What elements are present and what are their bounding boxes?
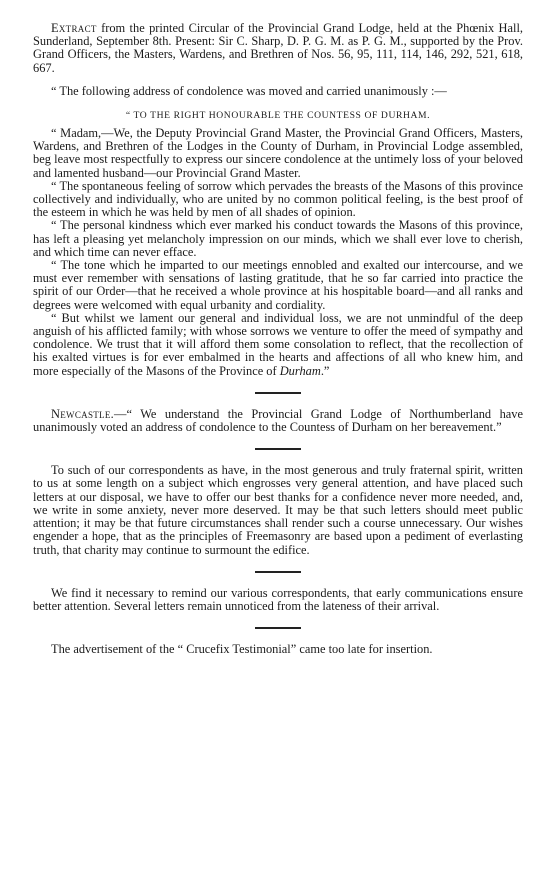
reminder-paragraph: We find it necessary to remind our various correspondents, that early communications ensure better attention. Several letters remain unnoticed from the lateness of their arrival. — [33, 585, 523, 613]
correspondents-paragraph: To such of our correspondents as have, in the most generous and truly fraternal spirit, written to us at some length on a subject which engrosses very general attention, and have placed such letters at our disposal, we have to offer our best thanks for a confidence never more needed, and, we write in some anxiety, never more deserved. It may be that such letters should meet public attention; it may be that future circumstances shall render such a course unnecessary. Our wishes engender a hope, that as the principles of Freemasonry are based upon a pediment of everlasting truth, that charity may continue to surmount the edifice. — [33, 463, 523, 557]
section-divider-2 — [255, 448, 301, 450]
address-paragraph-2: “ The spontaneous feeling of sorrow which pervades the breasts of the Masons of this province collectively and individually, who are united by no common political feeling, is the best proof of the esteem in which he was held by men of all shades of opinion. — [33, 178, 523, 220]
newcastle-lead: Newcastle. — [51, 406, 115, 421]
page-column — [33, 22, 523, 656]
extract-lead: Extract — [51, 21, 97, 35]
newcastle-paragraph — [33, 408, 523, 434]
address-paragraph-5-text: “ But whilst we lament our general and individual loss, we are not unmindful of the deep anguish of his afflicted family; with whose sorrows we venture to offer the meed of sympathy and condolence. We trust that it will afford them some consolation to reflect, that the recollection of his exalted virtues is for ever embalmed in the hearts and affections of all who knew him, and more especially of the Masons of the Province of — [33, 310, 523, 378]
section-divider-4 — [255, 627, 301, 629]
address-paragraph-5 — [33, 312, 523, 378]
section-divider-1 — [255, 392, 301, 394]
advertisement-paragraph: The advertisement of the “ Crucefix Testimonial” came too late for insertion. — [51, 642, 433, 657]
extract-text: from the printed Circular of the Provincial Grand Lodge, held at the Phœnix Hall, Sunderland, September 8th. Present: Sir C. Sharp, D. P. G. M. as P. G. M., supported by the Prov. Grand Officers, the Masters, Wardens, and Brethren of Nos. 56, 95, 111, 114, 146, 292, 521, 618, 667. — [33, 21, 523, 75]
durham-italic: Durham — [279, 363, 321, 378]
address-paragraph-3: “ The personal kindness which ever marked his conduct towards the Masons of this province, has left a pleasing yet melancholy impression on our minds, which we shall ever love to cherish, and which time can never efface. — [33, 218, 523, 259]
section-divider-3 — [255, 571, 301, 573]
address-heading: “ TO THE RIGHT HONOURABLE THE COUNTESS OF DURHAM. — [125, 110, 431, 122]
address-paragraph-4: “ The tone which he imparted to our meetings ennobled and exalted our intercourse, and we must ever remember with sensations of lasting gratitude, that he so far carried into practice the spirit of our Order—that he received a whole province at his hospitable board—and all ranks and degrees were welcomed with equal urbanity and cordiality. — [33, 258, 523, 312]
motion-paragraph: “ The following address of condolence was moved and carried unanimously :— — [51, 83, 447, 98]
address-paragraph-1: “ Madam,—We, the Deputy Provincial Grand Master, the Provincial Grand Officers, Masters, Wardens, and Brethren of the Lodges in the County of Durham, in Provincial Lodge assembled, beg leave most respectfully to express our sincere condolence at the untimely loss of your beloved and lamented husband—our Provincial Grand Master. — [33, 126, 523, 180]
extract-paragraph — [33, 22, 523, 75]
closing-quote: .” — [320, 363, 330, 378]
newcastle-text: —“ We understand the Provincial Grand Lodge of Northumberland have unanimously voted an address of condolence to the Countess of Durham on her bereavement.” — [33, 406, 523, 435]
